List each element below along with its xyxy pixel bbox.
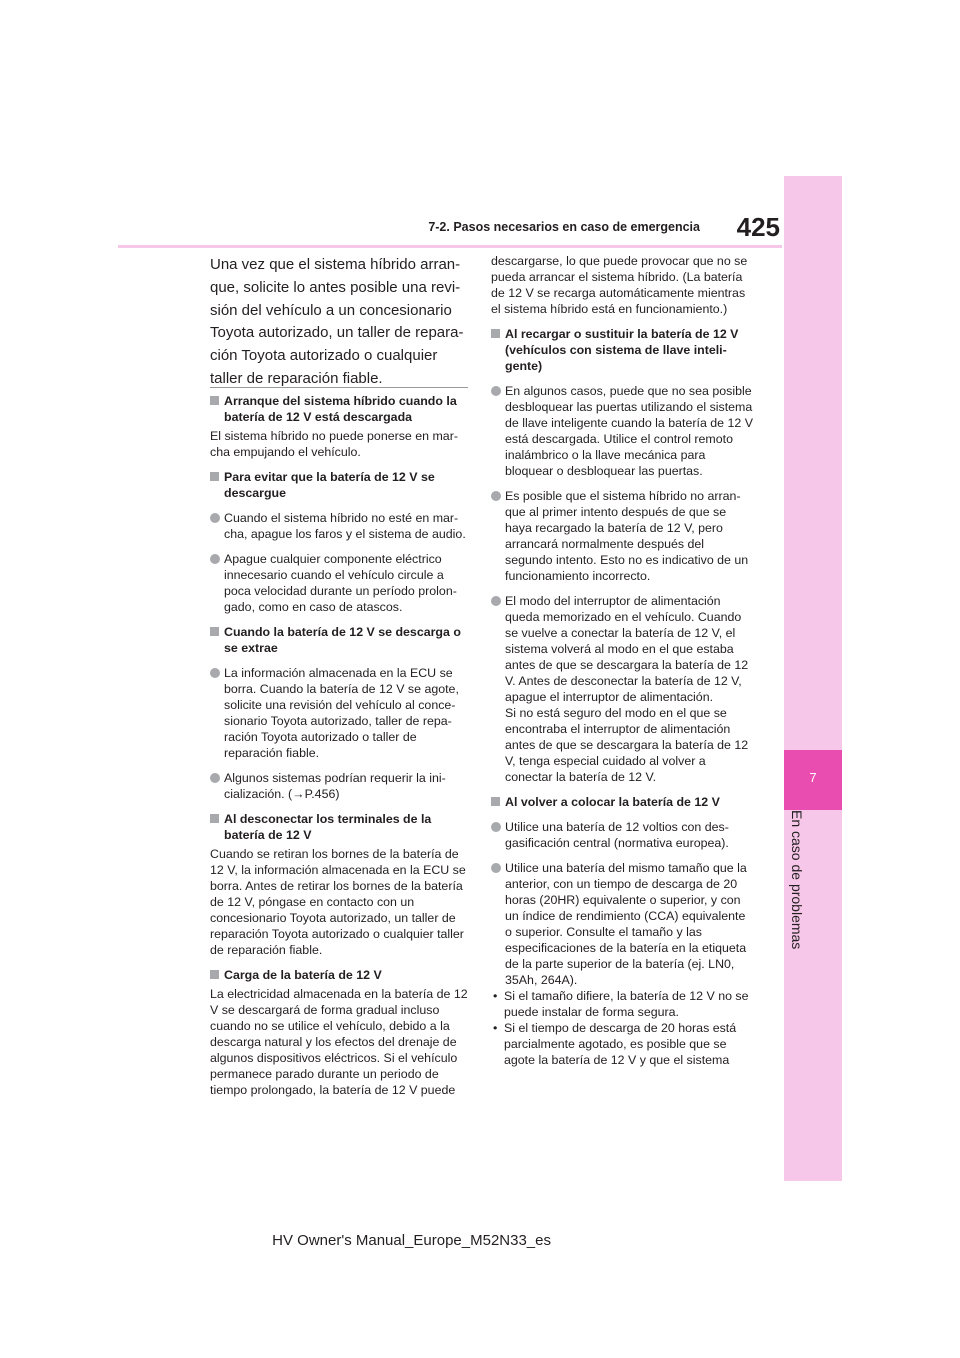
bullet-item: Apague cualquier componente eléctrico innecesario cuando el vehículo circule a poca velocidad durante un período prolongado, como en caso de atascos.	[210, 551, 472, 615]
bullet-item	[491, 593, 753, 785]
bullet-item: Utilice una batería del mismo tamaño que la anterior, con un tiempo de descarga de 20 horas (20HR) equivalente o superior, y con un índice de rendimiento (CCA) equivalente o superior. Consulte el tamaño y las especificaciones de la batería en la etiqueta de la parte superior de la batería (ej. LN0, 35Ah, 264A).	[491, 860, 753, 988]
header-rule	[118, 245, 782, 248]
heading: Arranque del sistema híbrido cuando la batería de 12 V está descargada	[210, 393, 472, 425]
paragraph: Cuando se retiran los bornes de la batería de 12 V, la información almacenada en la ECU se borra. Antes de retirar los bornes de la batería de 12 V, póngase en contacto con un concesionario Toyota autorizado, un taller de reparación Toyota autorizado o cualquier taller de reparación fiable.	[210, 847, 466, 957]
right-column	[491, 253, 753, 1068]
divider	[210, 387, 468, 388]
bullet-item: Utilice una batería de 12 voltios con desgasificación central (normativa europea).	[491, 819, 753, 851]
heading: Al volver a colocar la batería de 12 V	[491, 794, 753, 810]
bullet-item: Es posible que el sistema híbrido no arranque al primer intento después de que se haya recargado la batería de 12 V, pero arrancará normalmente después del segundo intento. Esto no es indicativo de un funcionamiento incorrecto.	[491, 488, 753, 584]
bullet-item: Cuando el sistema híbrido no esté en marcha, apague los faros y el sistema de audio.	[210, 510, 472, 542]
bullet-item: Algunos sistemas podrían requerir la inicialización. (→P.456)	[210, 770, 472, 802]
heading: Al desconectar los terminales de la batería de 12 V	[210, 811, 472, 843]
bullet-item: La información almacenada en la ECU se borra. Cuando la batería de 12 V se agote, solicite una revisión del vehículo al concesionario Toyota autorizado, taller de reparación Toyota autorizado o taller de reparación fiable.	[210, 665, 472, 761]
dot-item: • Si el tiempo de descarga de 20 horas está parcialmente agotado, es posible que se agote la batería de 12 V y que el sistema	[491, 1020, 753, 1068]
heading: Carga de la batería de 12 V	[210, 967, 472, 983]
bullet-item: En algunos casos, puede que no sea posible desbloquear las puertas utilizando el sistema de llave inteligente cuando la batería de 12 V está descargada. Utilice el control remoto inalámbrico o la llave mecánica para bloquear o desbloquear las puertas.	[491, 383, 753, 479]
bullet-text: Si no está seguro del modo en el que se encontraba el interruptor de alimentación antes de que se descargara la batería de 12 V, tenga especial cuidado al volver a conectar la batería de 12 V.	[505, 706, 749, 784]
chapter-number: 7	[809, 770, 817, 785]
intro-paragraph: Una vez que el sistema híbrido arranque, solicite lo antes posible una revisión del vehículo a un concesionario Toyota autorizado, un taller de reparación Toyota autorizado o cualquier taller de reparación fiable.	[210, 256, 464, 387]
page-number: 425	[736, 212, 780, 242]
paragraph: La electricidad almacenada en la batería de 12 V se descargará de forma gradual incluso cuando no se utilice el vehículo, debido a la descarga natural y los efectos del drenaje de algunos dispositivos eléctricos. Si el vehículo permanece parado durante un periodo de tiempo prolongado, la batería de 12 V puede	[210, 987, 468, 1097]
bullet-text: El modo del interruptor de alimentación queda memorizado en el vehículo. Cuando se vuelve a conectar la batería de 12 V, el sistema volverá al modo en el que estaba antes de que se descargara la batería de 12 V. Antes de desconectar la batería de 12 V, apague el interruptor de alimentación.	[505, 594, 749, 704]
chapter-title: En caso de problemas	[789, 810, 805, 950]
heading: Al recargar o sustituir la batería de 12 V (vehículos con sistema de llave inteligente)	[491, 326, 753, 374]
footer-manual-id: HV Owner's Manual_Europe_M52N33_es	[272, 1232, 551, 1249]
left-column	[210, 393, 472, 1098]
heading: Cuando la batería de 12 V se descarga o se extrae	[210, 624, 472, 656]
paragraph: El sistema híbrido no puede ponerse en marcha empujando el vehículo.	[210, 429, 458, 459]
dot-item: • Si el tamaño difiere, la batería de 12 V no se puede instalar de forma segura.	[491, 988, 753, 1020]
heading: Para evitar que la batería de 12 V se descargue	[210, 469, 472, 501]
chapter-side-tab	[784, 176, 842, 1181]
paragraph: descargarse, lo que puede provocar que no se pueda arrancar el sistema híbrido. (La batería de 12 V se recarga automáticamente mientras el sistema híbrido está en funcionamiento.)	[491, 254, 748, 316]
section-title: 7-2. Pasos necesarios en caso de emergencia	[428, 220, 700, 234]
